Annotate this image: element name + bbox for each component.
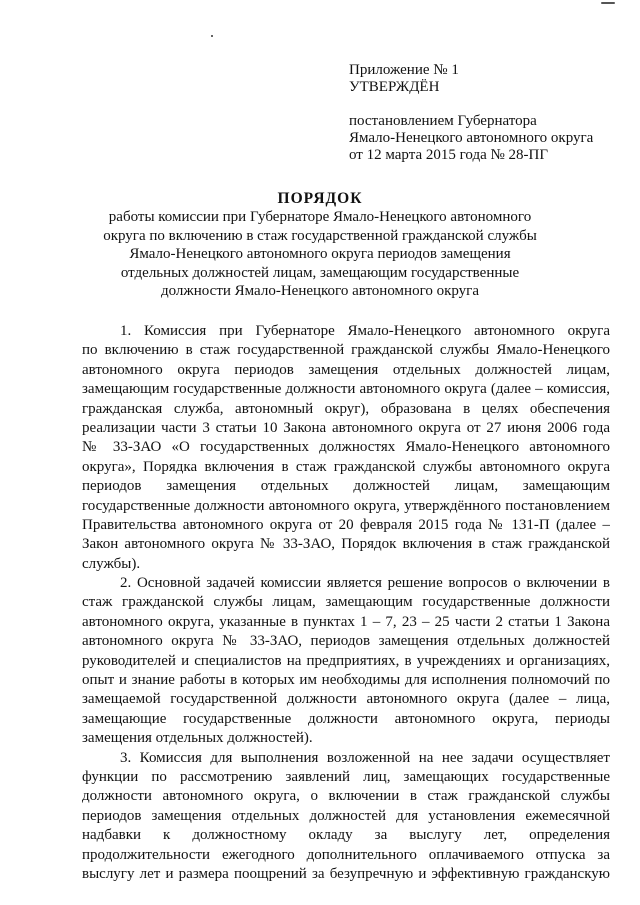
body-line: периодов замещения отдельных должностей лицам, замещающим bbox=[82, 478, 610, 495]
body-line: реализации части 3 статьи 10 Закона автономного округа от 27 июня 2006 года bbox=[82, 419, 610, 436]
subtitle-line: работы комиссии при Губернаторе Ямало-Ненецкого автономного bbox=[108, 209, 532, 225]
body-line: государственные должности автономного округа, утверждённого постановлением bbox=[82, 497, 610, 514]
body-line: автономного округа, указанные в пунктах 1 – 7, 23 – 25 части 2 статьи 1 Закона bbox=[82, 613, 610, 630]
document-title: ПОРЯДОК bbox=[277, 190, 363, 207]
body-line: автономного округа № 33-ЗАО, периодов замещения отдельных должностей bbox=[82, 633, 610, 650]
body-line: по включению в стаж государственной гражданской службы Ямало-Ненецкого bbox=[82, 342, 610, 359]
body-line: службы). bbox=[82, 555, 141, 572]
body-line: должности автономного округа, о включении в стаж гражданской службы bbox=[82, 788, 610, 805]
body-line: надбавки к должностному окладу за выслугу лет, определения bbox=[82, 827, 610, 844]
body-line: стаж гражданской службы лицам, замещающим государственные должности bbox=[82, 594, 610, 611]
body-line: округа», Порядка включения в стаж гражданской службы автономного округа bbox=[82, 458, 610, 475]
paragraph-1 bbox=[82, 322, 610, 574]
resolution-line: постановлением Губернатора bbox=[349, 113, 537, 129]
body-line: периодов замещения отдельных должностей для установления ежемесячной bbox=[82, 807, 610, 824]
body-line: выслугу лет и размера поощрений за безупречную и эффективную гражданскую bbox=[82, 865, 610, 882]
approval-stamp bbox=[349, 62, 619, 164]
appendix-number: Приложение № 1 bbox=[349, 62, 459, 78]
body-line: Закон автономного округа № 33-ЗАО, Порядок включения в стаж гражданской bbox=[82, 536, 610, 553]
body-line: опыт и знание работы в которых им необходимы для исполнения полномочий по bbox=[82, 672, 610, 689]
resolution-line: от 12 марта 2015 года № 28-ПГ bbox=[349, 147, 549, 163]
body-line: гражданская служба, автономный округ), образована в целях обеспечения bbox=[82, 400, 610, 417]
subtitle-line: округа по включению в стаж государственной гражданской службы bbox=[103, 227, 537, 244]
document-body bbox=[82, 322, 610, 884]
resolution-line: Ямало-Ненецкого автономного округа bbox=[349, 130, 594, 146]
document-subtitle bbox=[90, 208, 550, 301]
subtitle-line: отдельных должностей лицам, замещающим государственные bbox=[120, 264, 520, 281]
body-line: продолжительности ежегодного дополнительного оплачиваемого отпуска за bbox=[82, 846, 610, 863]
body-line: замещения отдельных должностей). bbox=[82, 730, 313, 747]
subtitle-line: должности Ямало-Ненецкого автономного округа bbox=[160, 283, 479, 300]
subtitle-line: Ямало-Ненецкого автономного округа периодов замещения bbox=[129, 246, 511, 263]
scan-speck bbox=[601, 2, 615, 4]
scan-speck bbox=[211, 35, 213, 37]
body-line: замещающим государственные должности автономного округа (далее – комиссия, bbox=[82, 381, 610, 398]
body-line: руководителей и специалистов на предприятиях, в учреждениях и организациях, bbox=[82, 652, 610, 669]
body-line: 2. Основной задачей комиссии является решение вопросов о включении в bbox=[120, 575, 610, 592]
body-line: замещаемой государственной должности автономного округа (далее – лица, bbox=[82, 691, 610, 708]
paragraph-3 bbox=[82, 749, 610, 885]
body-line: Правительства автономного округа от 20 февраля 2015 года № 131-П (далее – bbox=[82, 516, 610, 533]
approved-label: УТВЕРЖДЁН bbox=[349, 79, 440, 95]
body-line: № 33-ЗАО «О государственных должностях Ямало-Ненецкого автономного bbox=[82, 439, 610, 456]
paragraph-2 bbox=[82, 574, 610, 749]
body-line: 3. Комиссия для выполнения возложенной на нее задачи осуществляет bbox=[120, 749, 610, 766]
body-line: функции по рассмотрению заявлений лиц, замещающих государственные bbox=[82, 768, 610, 785]
body-line: автономного округа периодов замещения отдельных должностей лицам, bbox=[82, 361, 610, 378]
body-line: замещающие государственные должности автономного округа, периоды bbox=[82, 710, 610, 727]
body-line: 1. Комиссия при Губернаторе Ямало-Ненецкого автономного округа bbox=[120, 323, 610, 339]
